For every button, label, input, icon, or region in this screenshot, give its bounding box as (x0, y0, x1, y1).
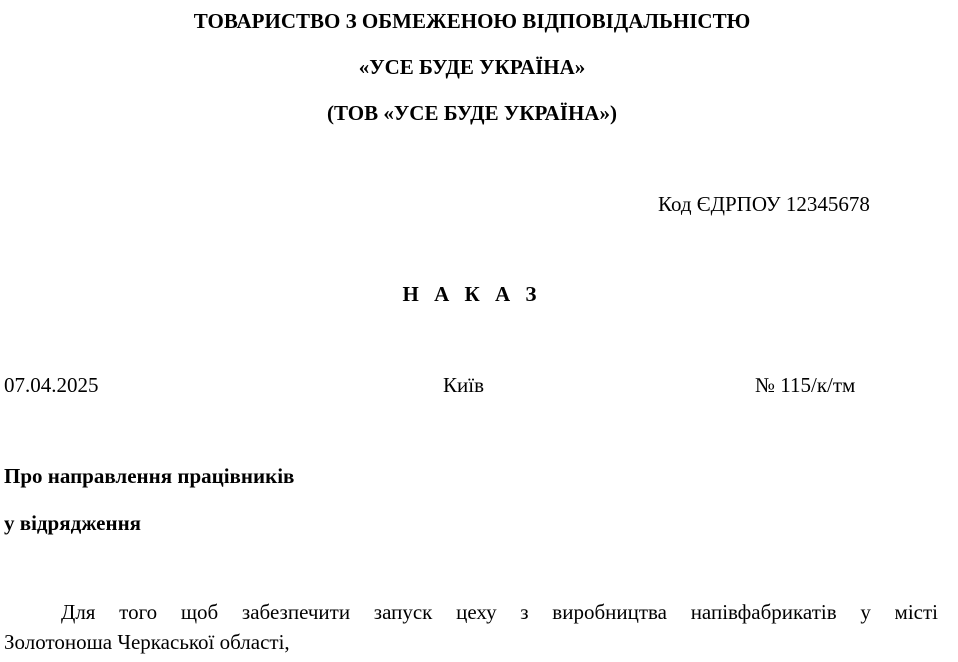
org-name-line-1: ТОВАРИСТВО З ОБМЕЖЕНОЮ ВІДПОВІДАЛЬНІСТЮ (193, 9, 751, 33)
subject-line-1: Про направлення працівників (4, 464, 295, 488)
subject-line-2: у відрядження (4, 511, 142, 535)
order-number: № 115/к/тм (755, 373, 856, 397)
order-date: 07.04.2025 (4, 373, 99, 397)
org-short-name: (ТОВ «УСЕ БУДЕ УКРАЇНА») (327, 101, 617, 125)
org-name-line-2: «УСЕ БУДЕ УКРАЇНА» (358, 55, 586, 79)
body-paragraph-line-1: Для того щоб забезпечити запуск цеху з виробництва напівфабрикатів у місті (61, 600, 938, 624)
body-paragraph-line-2: Золотоноша Черкаської області, (4, 630, 290, 654)
document-title: Н А К А З (402, 282, 542, 306)
order-city: Київ (443, 373, 484, 397)
edrpou-code: Код ЄДРПОУ 12345678 (658, 192, 870, 216)
